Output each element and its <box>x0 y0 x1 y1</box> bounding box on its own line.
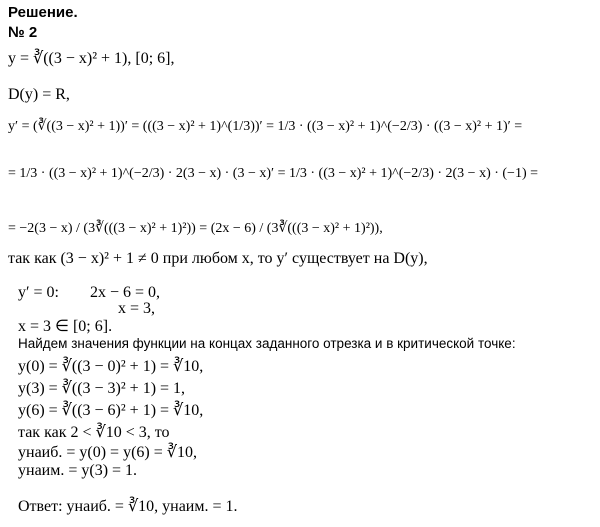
critical-condition: y′ = 0: <box>18 284 59 301</box>
value-at-6: y(6) = ∛((3 − 6)² + 1) = ∛10, <box>18 402 204 419</box>
comparison-line: так как 2 < ∛10 < 3, то <box>18 424 170 441</box>
existence-line: так как (3 − x)² + 1 ≠ 0 при любом x, то y′ существует на D(y), <box>8 250 428 267</box>
answer-line: Ответ: yнаиб. = ∛10, yнаим. = 1. <box>18 498 238 515</box>
function-line: y = ∛((3 − x)² + 1), [0; 6], <box>8 50 175 67</box>
derivative-line-1: y′ = (∛((3 − x)² + 1))′ = (((3 − x)² + 1)^(1/3))′ = 1/3 · ((3 − x)² + 1)^(−2/3) · ((3 − x)² + 1)′ = <box>8 119 523 134</box>
min-value-line: yнаим. = y(3) = 1. <box>18 462 138 479</box>
task-statement: Найдем значения функции на концах заданного отрезка и в критической точке: <box>18 336 516 351</box>
critical-equation: 2x − 6 = 0, <box>90 284 161 301</box>
max-value-line: yнаиб. = y(0) = y(6) = ∛10, <box>18 444 197 461</box>
value-at-0: y(0) = ∛((3 − 0)² + 1) = ∛10, <box>18 358 204 375</box>
domain-line: D(y) = R, <box>8 86 70 103</box>
value-at-3: y(3) = ∛((3 − 3)² + 1) = 1, <box>18 380 186 397</box>
derivative-line-2: = 1/3 · ((3 − x)² + 1)^(−2/3) · 2(3 − x) · (3 − x)′ = 1/3 · ((3 − x)² + 1)^(−2/3) · 2(3 − x) · (−1) = <box>8 166 539 181</box>
derivative-line-3: = −2(3 − x) / (3∛(((3 − x)² + 1)²)) = (2x − 6) / (3∛(((3 − x)² + 1)²)), <box>8 221 383 236</box>
solution-title: Решение. <box>8 4 78 21</box>
critical-root: x = 3, <box>118 300 156 317</box>
problem-number: № 2 <box>8 24 38 41</box>
critical-membership: x = 3 ∈ [0; 6]. <box>18 318 113 335</box>
